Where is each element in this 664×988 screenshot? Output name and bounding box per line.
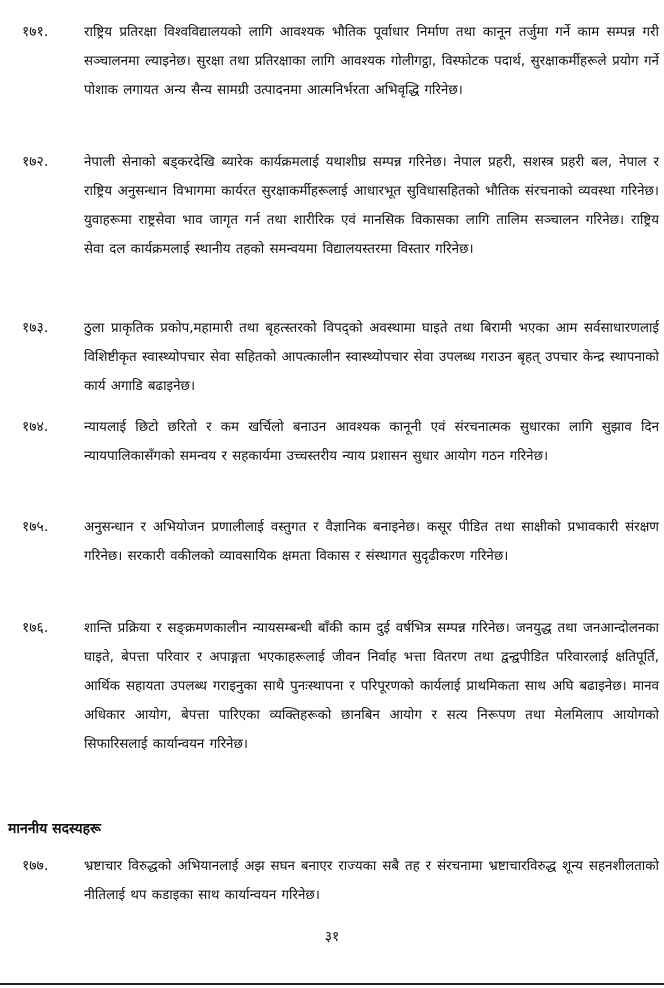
paragraph-176 bbox=[22, 614, 659, 759]
paragraph-text: भ्रष्टाचार विरुद्धको अभियानलाई अझ सघन बनाएर राज्यका सबै तह र संरचनामा भ्रष्टाचारविरुद्ध शून्य सहनशीलताको नीतिलाई थप कडाइका साथ कार्यान्वयन गरिनेछ। bbox=[84, 859, 659, 903]
paragraph-number: १७३. bbox=[22, 320, 49, 336]
paragraph-171 bbox=[22, 18, 659, 105]
paragraph-number: १७५. bbox=[22, 519, 49, 535]
paragraph-text: ठुला प्राकृतिक प्रकोप,महामारी तथा बृहत्स्तरको विपद्को अवस्थामा घाइते तथा बिरामी भएका आम सर्वसाधारणलाई विशिष्टीकृत स्वास्थ्योपचार सेवा सहितको आपत्कालीन स्वास्थ्योपचार सेवा उपलब्ध गराउन बृहत् उपचार केन्द्र स्थापनाको कार्य अगाडि बढाइनेछ। bbox=[84, 321, 659, 394]
paragraph-172 bbox=[22, 148, 659, 264]
paragraph-number: १७६. bbox=[22, 620, 49, 636]
paragraph-text: न्यायलाई छिटो छरितो र कम खर्चिलो बनाउन आवश्यक कानूनी एवं संरचनात्मक सुधारका लागि सुझाव दिन न्यायपालिकासँगको समन्वय र सहकार्यमा उच्चस्तरीय न्याय प्रशासन सुधार आयोग गठन गरिनेछ। bbox=[84, 420, 659, 464]
paragraph-text: राष्ट्रिय प्रतिरक्षा विश्वविद्यालयको लागि आवश्यक भौतिक पूर्वाधार निर्माण तथा कानून तर्जुमा गर्ने काम सम्पन्न गरी सञ्चालनमा ल्याइनेछ। सुरक्षा तथा प्रतिरक्षाका लागि आवश्यक गोलीगट्ठा, विस्फोटक पदार्थ, सुरक्षाकर्मीहरूले प्रयोग गर्ने पोशाक लगायत अन्य सैन्य सामग्री उत्पादनमा आत्मनिर्भरता अभिवृद्धि गरिनेछ। bbox=[84, 25, 659, 98]
section-heading: माननीय सदस्यहरू bbox=[8, 821, 101, 837]
paragraph-177 bbox=[22, 852, 659, 910]
paragraph-number: १७७. bbox=[22, 858, 49, 874]
paragraph-number: १७४. bbox=[22, 419, 49, 435]
paragraph-number: १७२. bbox=[22, 154, 49, 170]
paragraph-174 bbox=[22, 413, 659, 471]
paragraph-text: नेपाली सेनाको बड्करदेखि ब्यारेक कार्यक्रमलाई यथाशीघ्र सम्पन्न गरिनेछ। नेपाल प्रहरी, सशस्त्र प्रहरी बल, नेपाल र राष्ट्रिय अनुसन्धान विभागमा कार्यरत सुरक्षाकर्मीहरूलाई आधारभूत सुविधासहितको भौतिक संरचनाको व्यवस्था गरिनेछ। युवाहरूमा राष्ट्रसेवा भाव जागृत गर्न तथा शारीरिक एवं मानसिक विकासका लागि तालिम सञ्चालन गरिनेछ। राष्ट्रिय सेवा दल कार्यक्रमलाई स्थानीय तहको समन्वयमा विद्यालयस्तरमा विस्तार गरिनेछ। bbox=[84, 155, 659, 257]
paragraph-text: शान्ति प्रक्रिया र सङ्क्रमणकालीन न्यायसम्बन्धी बाँकी काम दुई वर्षभित्र सम्पन्न गरिनेछ। जनयुद्ध तथा जनआन्दोलनका घाइते, बेपत्ता परिवार र अपाङ्गता भएकाहरूलाई जीवन निर्वाह भत्ता वितरण तथा द्वन्द्वपीडित परिवारलाई क्षतिपूर्ति, आर्थिक सहायता उपलब्ध गराइनुका साथै पुनःस्थापना र परिपूरणको कार्यलाई प्राथमिकता साथ अघि बढाइनेछ। मानव अधिकार आयोग, बेपत्ता पारिएका व्यक्तिहरूको छानबिन आयोग र सत्य निरूपण तथा मेलमिलाप आयोगको सिफारिसलाई कार्यान्वयन गरिनेछ। bbox=[84, 621, 659, 752]
page-number: ३१ bbox=[324, 929, 340, 945]
paragraph-175 bbox=[22, 513, 659, 571]
bottom-divider bbox=[0, 983, 664, 985]
paragraph-text: अनुसन्धान र अभियोजन प्रणालीलाई वस्तुगत र वैज्ञानिक बनाइनेछ। कसूर पीडित तथा साक्षीको प्रभावकारी संरक्षण गरिनेछ। सरकारी वकीलको व्यावसायिक क्षमता विकास र संस्थागत सुदृढीकरण गरिनेछ। bbox=[84, 520, 659, 564]
paragraph-number: १७१. bbox=[22, 24, 49, 40]
paragraph-173 bbox=[22, 314, 659, 401]
